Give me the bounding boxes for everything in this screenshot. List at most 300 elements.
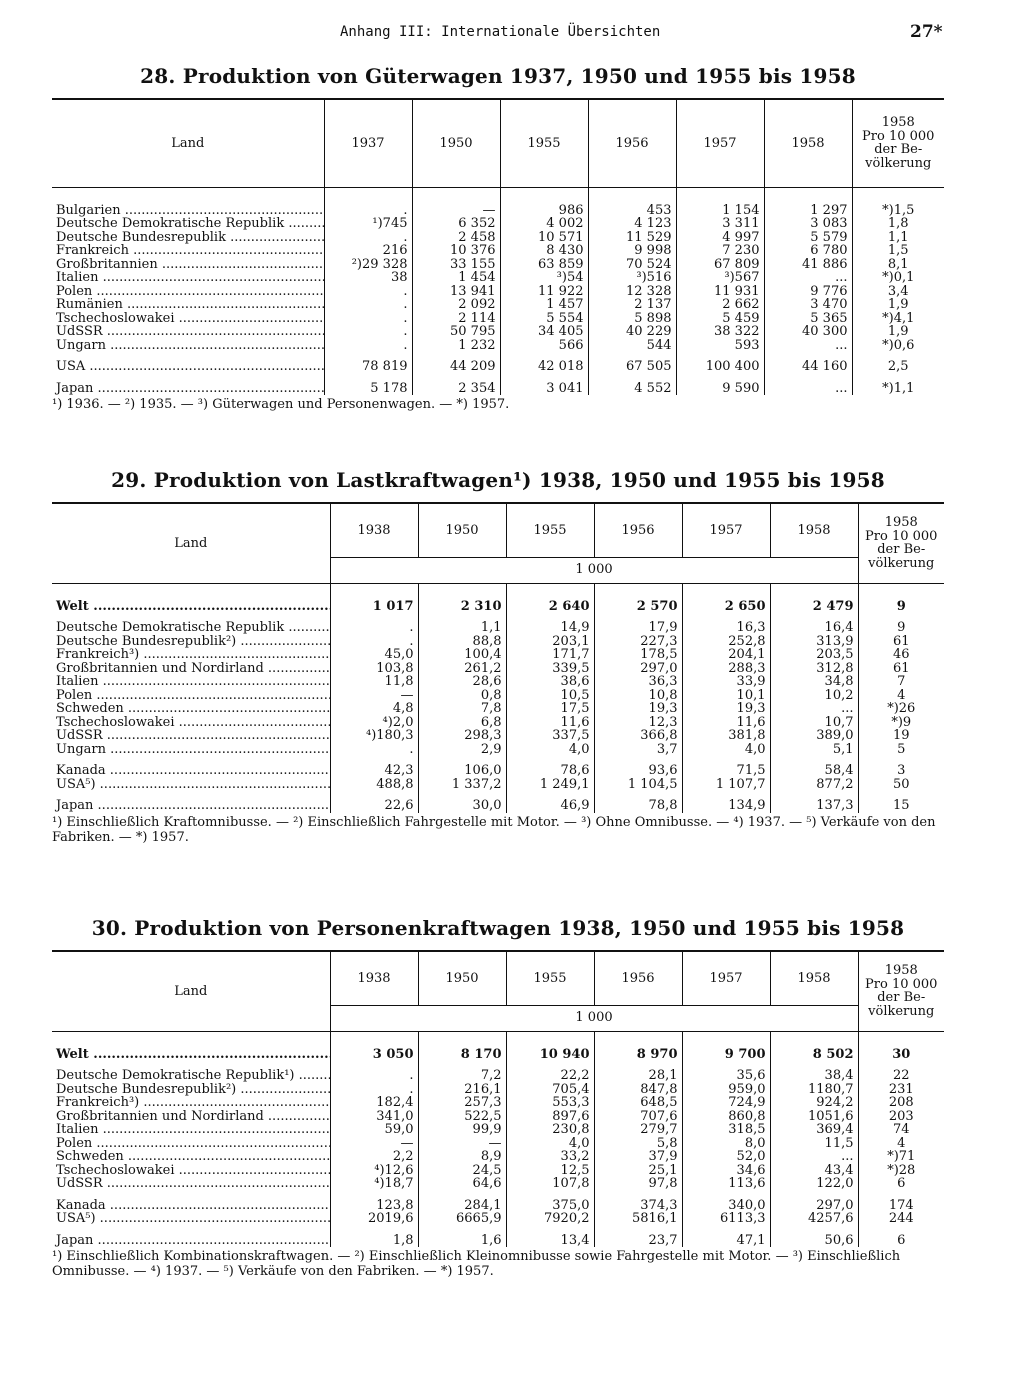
value-cell: . [330,1083,418,1097]
value-cell: 10 571 [500,231,588,245]
value-cell: 5 579 [764,231,852,245]
value-cell: *)1,1 [852,382,944,396]
country-cell: Tschechoslowakei ..... [52,1164,330,1178]
value-cell: 50 795 [412,325,500,339]
value-cell: 11,6 [506,716,594,730]
value-cell: 58,4 [770,764,858,778]
column-header-per-capita [858,951,944,1031]
table-row [52,675,944,689]
table-row [52,382,944,396]
value-cell: *)26 [858,702,944,716]
table-row [52,1069,944,1083]
table-row [52,743,944,757]
value-cell: 2 092 [412,298,500,312]
value-cell: 9 776 [764,285,852,299]
value-cell: *)0,1 [852,271,944,285]
value-cell: ⁴)2,0 [330,716,418,730]
value-cell: *)1,5 [852,204,944,218]
value-cell: 16,3 [682,621,770,635]
country-cell: Kanada ..... [52,1199,330,1213]
column-header-land: Land [52,503,330,583]
country-cell: Deutsche Demokratische Republik¹) ..... [52,1069,330,1083]
value-cell: 1 154 [676,204,764,218]
column-header-year: 1957 [682,503,770,557]
value-cell: ³)54 [500,271,588,285]
value-cell: 11,8 [330,675,418,689]
value-cell: 1180,7 [770,1083,858,1097]
column-header-per-capita [852,99,944,187]
value-cell: . [324,285,412,299]
value-cell: 4,0 [506,743,594,757]
column-header-year: 1958 [764,99,852,187]
value-cell: 11 931 [676,285,764,299]
value-cell: *)71 [858,1150,944,1164]
value-cell: 544 [588,339,676,353]
value-cell: 244 [858,1212,944,1226]
value-cell: 100,4 [418,648,506,662]
value-cell: ... [770,702,858,716]
value-cell: 34,6 [682,1164,770,1178]
table-29-footnote: ¹) Einschließlich Kraftomnibusse. — ²) Einschließlich Fahrgestelle mit Motor. — ³) Ohne Omnibusse. — ⁴) 1937. — ⁵) Verkäufe von den Fabriken. — *) 1957. [52,814,936,845]
value-cell: 28,6 [418,675,506,689]
country-cell: Tschechoslowakei ..... [52,312,324,326]
value-cell: 33,2 [506,1150,594,1164]
value-cell: 593 [676,339,764,353]
value-cell: ¹)745 [324,217,412,231]
column-header-year: 1957 [682,951,770,1005]
country-cell: Italien ..... [52,271,324,285]
unit-label: 1 000 [330,1005,858,1031]
value-cell: ²)29 328 [324,258,412,272]
value-cell: 6 780 [764,244,852,258]
table-row [52,689,944,703]
table-row [52,1212,944,1226]
value-cell: ... [764,339,852,353]
value-cell: 171,7 [506,648,594,662]
value-cell: 71,5 [682,764,770,778]
country-cell: Japan ..... [52,382,324,396]
country-cell: Polen ..... [52,1137,330,1151]
page-number: 27* [910,22,943,42]
column-header-year: 1956 [594,503,682,557]
value-cell: 10,2 [770,689,858,703]
value-cell: 705,4 [506,1083,594,1097]
value-cell: 35,6 [682,1069,770,1083]
value-cell: 74 [858,1123,944,1137]
value-cell: 24,5 [418,1164,506,1178]
value-cell: 203,5 [770,648,858,662]
value-cell: *)4,1 [852,312,944,326]
value-cell: 41 886 [764,258,852,272]
value-cell: 522,5 [418,1110,506,1124]
country-cell: Schweden ..... [52,702,330,716]
value-cell: 340,0 [682,1199,770,1213]
value-cell: 7,8 [418,702,506,716]
value-cell: 17,5 [506,702,594,716]
value-cell: 3 083 [764,217,852,231]
table-row [52,600,944,614]
value-cell: 19,3 [594,702,682,716]
country-cell: Frankreich ..... [52,244,324,258]
value-cell: 897,6 [506,1110,594,1124]
value-cell: 19,3 [682,702,770,716]
per-capita-line: völkerung [865,155,932,171]
value-cell: 67 809 [676,258,764,272]
value-cell: 216,1 [418,1083,506,1097]
table-row [52,231,944,245]
value-cell: 17,9 [594,621,682,635]
table-row [52,1137,944,1151]
country-cell: Ungarn ..... [52,743,330,757]
running-header-title: Anhang III: Internationale Übersichten [340,24,661,40]
value-cell: 204,1 [682,648,770,662]
value-cell: 8,9 [418,1150,506,1164]
value-cell: 5 365 [764,312,852,326]
value-cell: 860,8 [682,1110,770,1124]
country-cell: Italien ..... [52,1123,330,1137]
value-cell: *)9 [858,716,944,730]
value-cell: 22 [858,1069,944,1083]
value-cell: 78,6 [506,764,594,778]
value-cell: 174 [858,1199,944,1213]
value-cell: 10 376 [412,244,500,258]
country-cell: Frankreich³) ..... [52,1096,330,1110]
value-cell: 11,5 [770,1137,858,1151]
value-cell: 707,6 [594,1110,682,1124]
column-header-year: 1950 [412,99,500,187]
per-capita-line: völkerung [868,555,935,571]
value-cell: 9 [858,600,944,614]
country-cell: Frankreich³) ..... [52,648,330,662]
value-cell: 5 554 [500,312,588,326]
value-cell: 3 470 [764,298,852,312]
value-cell: . [330,621,418,635]
table-row [52,258,944,272]
country-cell: Rumänien ..... [52,298,324,312]
value-cell: . [324,204,412,218]
value-cell: ³)567 [676,271,764,285]
value-cell: 4 552 [588,382,676,396]
value-cell: 924,2 [770,1096,858,1110]
value-cell: 50,6 [770,1234,858,1248]
value-cell: 8,0 [682,1137,770,1151]
value-cell: 313,9 [770,635,858,649]
value-cell: 13,4 [506,1234,594,1248]
value-cell: 107,8 [506,1177,594,1191]
value-cell: 374,3 [594,1199,682,1213]
value-cell: 1 232 [412,339,500,353]
country-cell: Großbritannien ..... [52,258,324,272]
country-cell: Ungarn ..... [52,339,324,353]
value-cell: 6665,9 [418,1212,506,1226]
table-29-body [52,583,944,813]
value-cell: 1,8 [852,217,944,231]
column-header-year: 1955 [506,951,594,1005]
table-30-section [52,916,944,1279]
value-cell: 38,6 [506,675,594,689]
value-cell: 1,6 [418,1234,506,1248]
value-cell: 38,4 [770,1069,858,1083]
country-cell: Tschechoslowakei ..... [52,716,330,730]
value-cell: . [330,1069,418,1083]
value-cell: 341,0 [330,1110,418,1124]
value-cell: 2 650 [682,600,770,614]
table-28-title: 28. Produktion von Güterwagen 1937, 1950 und 1955 bis 1958 [140,64,856,88]
value-cell: 16,4 [770,621,858,635]
value-cell: 1 297 [764,204,852,218]
running-header [0,22,1024,46]
column-header-year: 1958 [770,951,858,1005]
row-spacer [52,583,944,592]
value-cell: 216 [324,244,412,258]
table-row [52,1177,944,1191]
value-cell: 25,1 [594,1164,682,1178]
value-cell: ⁴)18,7 [330,1177,418,1191]
country-cell: UdSSR ..... [52,1177,330,1191]
table-29 [52,502,944,813]
value-cell: — [330,689,418,703]
table-row [52,662,944,676]
value-cell: 23,7 [594,1234,682,1248]
value-cell: 1 457 [500,298,588,312]
table-28 [52,98,944,395]
value-cell: 64,6 [418,1177,506,1191]
value-cell: 47,1 [682,1234,770,1248]
value-cell: 8,1 [852,258,944,272]
value-cell: 4 997 [676,231,764,245]
column-header-year: 1955 [500,99,588,187]
table-row [52,635,944,649]
value-cell: 2 354 [412,382,500,396]
per-capita-line: 1958 [884,515,918,531]
value-cell: 877,2 [770,778,858,792]
value-cell: 61 [858,662,944,676]
table-row [52,621,944,635]
value-cell: 1,1 [418,621,506,635]
country-cell: Welt ..... [52,1048,330,1062]
country-cell: Polen ..... [52,285,324,299]
value-cell: 103,8 [330,662,418,676]
value-cell: . [324,325,412,339]
table-28-section [52,64,944,412]
table-row [52,325,944,339]
country-cell: Deutsche Bundesrepublik²) ..... [52,1083,330,1097]
value-cell: 261,2 [418,662,506,676]
value-cell: 63 859 [500,258,588,272]
table-row [52,271,944,285]
value-cell: 5 898 [588,312,676,326]
table-row [52,1199,944,1213]
column-header-year: 1957 [676,99,764,187]
value-cell: 6113,3 [682,1212,770,1226]
country-cell: Deutsche Bundesrepublik ..... [52,231,324,245]
value-cell: 3,4 [852,285,944,299]
column-header-year: 1955 [506,503,594,557]
value-cell: 30,0 [418,799,506,813]
value-cell: 298,3 [418,729,506,743]
table-row [52,778,944,792]
value-cell: 3 311 [676,217,764,231]
per-capita-line: Pro 10 000 [865,528,938,544]
table-row [52,1150,944,1164]
value-cell: 369,4 [770,1123,858,1137]
value-cell: 178,5 [594,648,682,662]
value-cell: 208 [858,1096,944,1110]
table-row [52,217,944,231]
per-capita-line: Pro 10 000 [865,976,938,992]
value-cell: ... [770,1150,858,1164]
column-header-year: 1938 [330,951,418,1005]
table-30-title: 30. Produktion von Personenkraftwagen 1938, 1950 und 1955 bis 1958 [91,916,905,940]
value-cell: 257,3 [418,1096,506,1110]
country-cell: Großbritannien und Nordirland ..... [52,662,330,676]
value-cell: 2,9 [418,743,506,757]
value-cell: 724,9 [682,1096,770,1110]
value-cell: 318,5 [682,1123,770,1137]
value-cell: 22,2 [506,1069,594,1083]
table-row [52,1048,944,1062]
value-cell: 1 017 [330,600,418,614]
value-cell: 70 524 [588,258,676,272]
value-cell: 986 [500,204,588,218]
value-cell: 389,0 [770,729,858,743]
value-cell: — [330,1137,418,1151]
value-cell: 6 [858,1177,944,1191]
row-spacer [52,374,944,382]
value-cell: 5 459 [676,312,764,326]
value-cell: 2 479 [770,600,858,614]
value-cell: 9 [858,621,944,635]
table-28-body [52,187,944,395]
table-row [52,729,944,743]
value-cell: 12,3 [594,716,682,730]
value-cell: ... [764,382,852,396]
country-cell: Japan ..... [52,799,330,813]
value-cell: 44 160 [764,360,852,374]
value-cell: 106,0 [418,764,506,778]
value-cell: 45,0 [330,648,418,662]
country-cell: Schweden ..... [52,1150,330,1164]
value-cell: 12 328 [588,285,676,299]
value-cell: 8 430 [500,244,588,258]
table-29-section [52,468,944,845]
value-cell: 959,0 [682,1083,770,1097]
value-cell: 2 137 [588,298,676,312]
table-row [52,702,944,716]
value-cell: 38 322 [676,325,764,339]
value-cell: 42 018 [500,360,588,374]
unit-label: 1 000 [330,557,858,583]
value-cell: 4,0 [506,1137,594,1151]
value-cell: 231 [858,1083,944,1097]
value-cell: 100 400 [676,360,764,374]
value-cell: 1,8 [330,1234,418,1248]
value-cell: 1,9 [852,325,944,339]
value-cell: 7 [858,675,944,689]
value-cell: 5 178 [324,382,412,396]
country-cell: Deutsche Demokratische Republik ..... [52,217,324,231]
value-cell: 99,9 [418,1123,506,1137]
value-cell: 46,9 [506,799,594,813]
value-cell: 67 505 [588,360,676,374]
country-cell: UdSSR ..... [52,729,330,743]
value-cell: 6,8 [418,716,506,730]
country-cell: Bulgarien ..... [52,204,324,218]
value-cell: 2 310 [418,600,506,614]
table-row [52,1096,944,1110]
value-cell: 4,8 [330,702,418,716]
value-cell: 38 [324,271,412,285]
table-row [52,648,944,662]
value-cell: — [412,204,500,218]
value-cell: 1 454 [412,271,500,285]
value-cell: 566 [500,339,588,353]
value-cell: ⁴)180,3 [330,729,418,743]
value-cell: 227,3 [594,635,682,649]
value-cell: 4,0 [682,743,770,757]
value-cell: 2 640 [506,600,594,614]
value-cell: 366,8 [594,729,682,743]
value-cell: 78 819 [324,360,412,374]
value-cell: 93,6 [594,764,682,778]
value-cell: 381,8 [682,729,770,743]
table-row [52,244,944,258]
value-cell: 14,9 [506,621,594,635]
value-cell: 4 [858,1137,944,1151]
value-cell: 297,0 [594,662,682,676]
table-row [52,360,944,374]
value-cell: . [324,298,412,312]
value-cell: — [418,1137,506,1151]
value-cell: 97,8 [594,1177,682,1191]
per-capita-line: Pro 10 000 [862,128,935,144]
value-cell: 4 123 [588,217,676,231]
value-cell: 1 249,1 [506,778,594,792]
column-header-land: Land [52,951,330,1031]
value-cell: *)28 [858,1164,944,1178]
column-header-year: 1958 [770,503,858,557]
value-cell: 203 [858,1110,944,1124]
value-cell: 8 170 [418,1048,506,1062]
column-header-year: 1938 [330,503,418,557]
table-row [52,716,944,730]
table-30 [52,950,944,1247]
country-cell: USA ..... [52,360,324,374]
value-cell: 230,8 [506,1123,594,1137]
country-cell: Kanada ..... [52,764,330,778]
value-cell: 2,2 [330,1150,418,1164]
column-header-year: 1937 [324,99,412,187]
value-cell: 113,6 [682,1177,770,1191]
value-cell: 44 209 [412,360,500,374]
value-cell: 279,7 [594,1123,682,1137]
value-cell: 61 [858,635,944,649]
value-cell: 9 998 [588,244,676,258]
value-cell: 284,1 [418,1199,506,1213]
per-capita-line: 1958 [881,115,915,131]
column-header-year: 1950 [418,503,506,557]
value-cell: 11 922 [500,285,588,299]
value-cell: 2019,6 [330,1212,418,1226]
value-cell: 10,5 [506,689,594,703]
value-cell: 22,6 [330,799,418,813]
country-cell: Großbritannien und Nordirland ..... [52,1110,330,1124]
value-cell: 4 002 [500,217,588,231]
value-cell: ⁴)12,6 [330,1164,418,1178]
value-cell: 137,3 [770,799,858,813]
value-cell: 52,0 [682,1150,770,1164]
value-cell: 19 [858,729,944,743]
